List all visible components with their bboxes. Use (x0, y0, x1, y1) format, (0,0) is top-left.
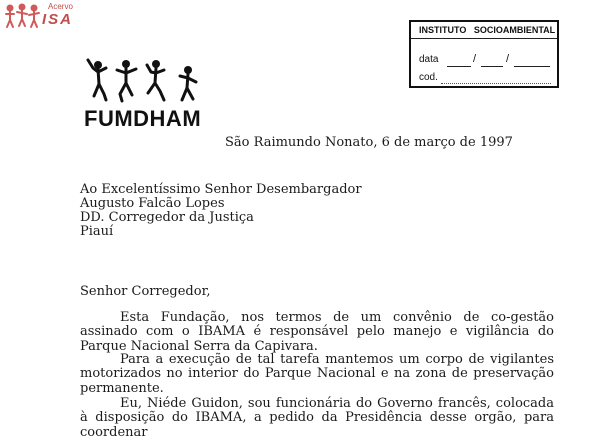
watermark-big-text: ISA (42, 11, 74, 28)
acervo-isa-watermark (4, 2, 72, 30)
stamp-cod-label: cod. (419, 72, 438, 83)
stamp-date-slash: / (506, 53, 510, 65)
addressee-line-4: Piauí (80, 224, 114, 239)
paragraph-2: Para a execução de tal tarefa mantemos um corpo de vigilantes motorizados no interior do Parque Nacional e na zona de preservação permanente. (80, 352, 554, 396)
paragraph-1: Esta Fundação, nos termos de um convênio de co-gestão assinado com o IBAMA é responsável pelo manejo e vigilância do Parque Nacional Serra da Capivara. (80, 310, 554, 354)
stamp-date-day-line (447, 66, 471, 67)
rock-art-figures-icon (4, 2, 44, 30)
stamp-date-month-line (481, 66, 503, 67)
fumdham-logo-figures-icon (84, 56, 208, 106)
watermark-small-text: Acervo (48, 2, 73, 11)
stamp-institution: INSTITUTO SOCIOAMBIENTAL (419, 25, 556, 35)
addressee-line-1: Ao Excelentíssimo Senhor Desembargador (80, 182, 362, 197)
stamp-divider (411, 38, 557, 39)
stamp-date-year-line (514, 66, 550, 67)
stamp-date-slash: / (473, 53, 477, 65)
stamp-date-label: data (419, 54, 439, 65)
date-line: São Raimundo Nonato, 6 de março de 1997 (225, 135, 513, 150)
stamp-cod-line (441, 83, 551, 84)
salutation: Senhor Corregedor, (80, 284, 211, 299)
archive-stamp (409, 20, 559, 88)
addressee-line-3: DD. Corregedor da Justiça (80, 210, 254, 225)
fumdham-logo-text: FUMDHAM (84, 106, 202, 131)
paragraph-3: Eu, Niéde Guidon, sou funcionária do Governo francês, colocada à disposição do IBAMA, a pedido da Presidência desse orgão, para coordenar (80, 396, 554, 440)
addressee-line-2: Augusto Falcão Lopes (80, 196, 225, 211)
